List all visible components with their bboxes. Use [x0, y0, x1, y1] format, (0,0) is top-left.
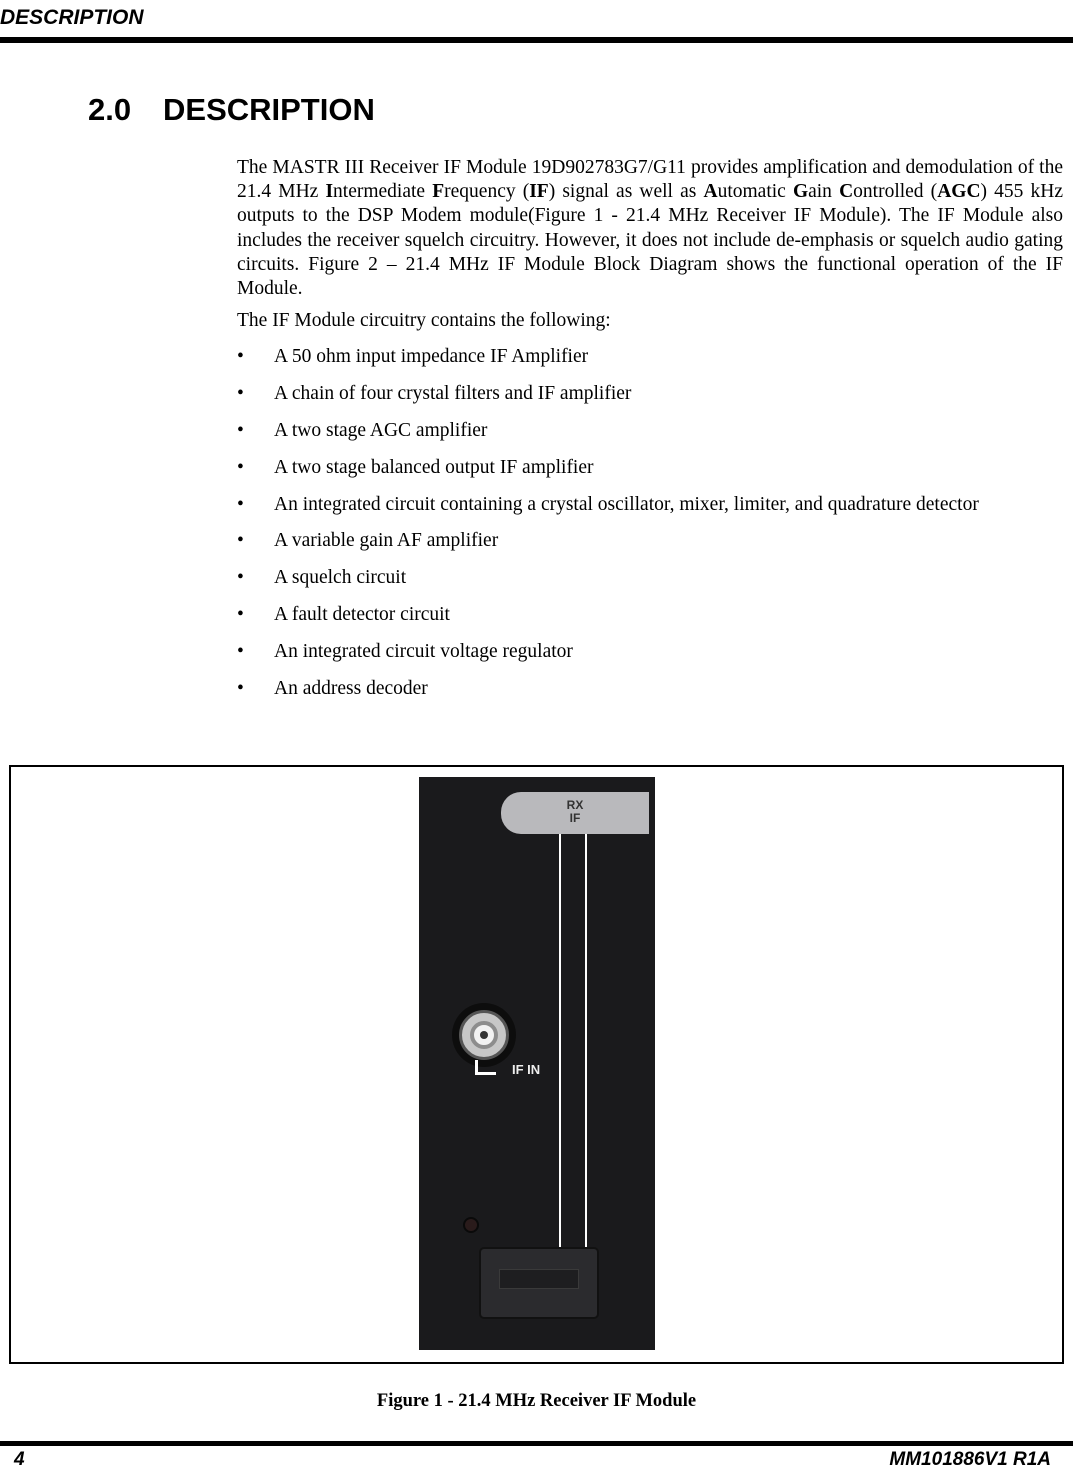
led-indicator-icon: [463, 1217, 479, 1233]
list-item: [237, 529, 1063, 553]
document-id: MM101886V1 R1A: [889, 1449, 1051, 1469]
panel-label-line1: RX: [566, 798, 584, 812]
bold-run: IF: [529, 181, 549, 203]
list-item-text: A chain of four crystal filters and IF amplifier: [274, 383, 632, 405]
text-run: ain: [808, 181, 840, 203]
header-rule: [0, 37, 1073, 43]
section-heading: [88, 92, 375, 128]
bullet-icon: •: [237, 530, 244, 552]
list-item-text: A two stage AGC amplifier: [274, 420, 488, 442]
bullet-icon: •: [237, 640, 244, 662]
list-item: [237, 456, 1063, 480]
body-text: [237, 156, 1063, 713]
page-number: 4: [14, 1449, 25, 1469]
bullet-icon: •: [237, 677, 244, 699]
bold-run: A: [703, 181, 718, 203]
section-title: DESCRIPTION: [163, 92, 375, 127]
list-item: [237, 640, 1063, 664]
bullet-icon: •: [237, 346, 244, 368]
bold-run: C: [839, 181, 854, 203]
circuitry-list: [237, 345, 1063, 700]
list-item-text: A variable gain AF amplifier: [274, 530, 499, 552]
list-item: [237, 419, 1063, 443]
panel-label-line2: IF: [569, 811, 581, 825]
list-item: [237, 493, 1063, 517]
bullet-icon: •: [237, 420, 244, 442]
connector-bracket-icon: [475, 1060, 496, 1075]
handle-grip: [499, 1269, 579, 1289]
panel-line-left: [559, 834, 561, 1252]
list-item: [237, 566, 1063, 590]
list-item-text: An integrated circuit voltage regulator: [274, 640, 573, 662]
list-item-text: A fault detector circuit: [274, 604, 450, 625]
bullet-icon: •: [237, 567, 244, 589]
list-item: [237, 345, 1063, 369]
list-item: [237, 382, 1063, 406]
panel-label-plate: [501, 792, 649, 834]
text-run: The MASTR III Receiver IF Module 19D902783G7/G11 provides amplification and demodulation of the 21.4 MHz: [237, 157, 1063, 203]
text-run: requency (: [444, 181, 530, 203]
list-item: [237, 603, 1063, 627]
module-photo: [419, 777, 655, 1350]
bullet-icon: •: [237, 456, 244, 478]
list-item-text: A squelch circuit: [274, 567, 407, 589]
list-item: [237, 677, 1063, 701]
text-run: ) 455 kHz outputs to the DSP Modem module(Figure 1 - 21.4 MHz Receiver IF Module). The IF Module also includes the receiver squelch circuitry. However, it does not include de-emphasis or squelch audio gating circuits. Figure 2 – 21.4 MHz IF Module Block Diagram shows the functional operation of the IF Module.: [237, 181, 1064, 300]
list-item-text: A two stage balanced output IF amplifier: [274, 456, 594, 478]
list-item-text: An integrated circuit containing a crystal oscillator, mixer, limiter, and quadrature detector: [274, 493, 979, 515]
bold-run: AGC: [937, 181, 981, 203]
bullet-icon: •: [237, 383, 244, 405]
text-run: ntermediate: [333, 181, 433, 203]
list-item-text: An address decoder: [274, 677, 428, 699]
running-header: DESCRIPTION: [0, 6, 144, 29]
list-item-text: A 50 ohm input impedance IF Amplifier: [274, 346, 589, 368]
bullet-icon: •: [237, 493, 244, 515]
contents-lead: The IF Module circuitry contains the following:: [237, 310, 611, 332]
bold-run: I: [325, 181, 334, 203]
bullet-icon: •: [237, 604, 244, 625]
bnc-pin: [480, 1031, 488, 1039]
footer-rule: [0, 1441, 1073, 1446]
section-number: 2.0: [88, 92, 132, 127]
panel-line-right: [585, 834, 587, 1252]
bold-run: G: [792, 181, 809, 203]
text-run: utomatic: [717, 181, 793, 203]
bold-run: F: [432, 181, 445, 203]
intro-paragraph: [237, 156, 1063, 301]
text-run: ) signal as well as: [548, 181, 704, 203]
connector-label: IF IN: [512, 1062, 541, 1077]
text-run: ontrolled (: [853, 181, 938, 203]
figure-caption: Figure 1 - 21.4 MHz Receiver IF Module: [376, 1391, 697, 1411]
